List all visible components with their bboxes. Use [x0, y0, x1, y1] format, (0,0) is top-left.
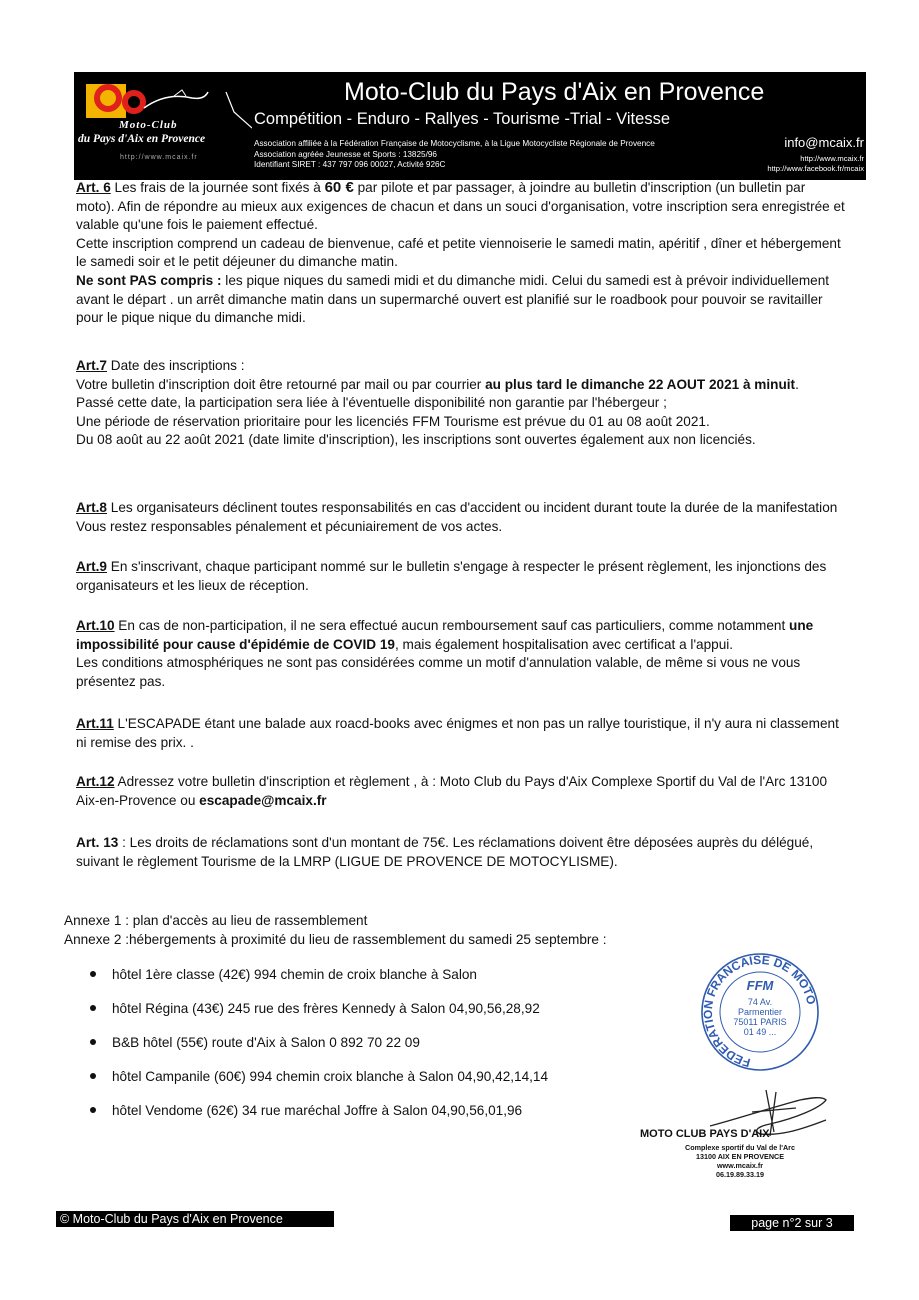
article-text: par pilote et par passager, à joindre au bulletin d'inscription (un bulletin par moto). Afin de répondre au mieux aux exigences de chacun et dans un souci d'organisation, votre inscription sera enregistrée et valable qu'une fois le paiement effectué.: [76, 180, 845, 233]
assoc-line-3: Identifiant SIRET : 437 797 096 00027, Activité 926C: [254, 160, 446, 169]
signature-name: MOTO CLUB PAYS D'AIX: [640, 1128, 770, 1140]
article-9: [76, 558, 846, 595]
hotel-text: hôtel 1ère classe (42€) 994 chemin de croix blanche à Salon: [112, 967, 477, 982]
facebook-link[interactable]: http://www.facebook.fr/mcaix: [767, 163, 864, 173]
hotel-text: hôtel Vendome (62€) 34 rue maréchal Joffre à Salon 04,90,56,01,96: [112, 1103, 523, 1118]
stamp-line-1: 74 Av.: [747, 997, 773, 1007]
logo-url-text: http://www.mcaix.fr: [120, 154, 198, 161]
article-7: [76, 357, 846, 450]
letterhead: [74, 72, 866, 180]
association-info: [254, 139, 655, 171]
hotel-text: B&B hôtel (55€) route d'Aix à Salon 0 892 70 22 09: [112, 1035, 420, 1050]
article-text: Les frais de la journée sont fixés à: [110, 180, 325, 195]
annexe-2: Annexe 2 :hébergements à proximité du lieu de rassemblement du samedi 25 septembre :: [64, 931, 607, 947]
not-included-label: Ne sont PAS compris :: [76, 272, 222, 288]
annexe-1: Annexe 1 : plan d'accès au lieu de rassemblement: [64, 913, 368, 928]
escapade-email[interactable]: escapade@mcaix.fr: [199, 792, 327, 808]
article-text: Date des inscriptions :: [106, 358, 245, 373]
article-label: Art.8: [76, 500, 107, 515]
article-label: Art.7: [76, 358, 107, 373]
stamp-line-4: 01 49 ...: [743, 1027, 777, 1037]
page-number: page n°2 sur 3: [730, 1215, 854, 1231]
article-text: En s'inscrivant, chaque participant nommé sur le bulletin s'engage à respecter le présent règlement, les injonctions des organisateurs et les lieux de réception.: [76, 559, 827, 593]
signature-line-1: Complexe sportif du Val de l'Arc: [685, 1143, 795, 1152]
contact-email[interactable]: info@mcaix.fr: [784, 135, 864, 150]
article-label: Art.12: [76, 774, 115, 789]
article-text: , mais également hospitalisation avec certificat a l'appui.: [395, 636, 734, 652]
signature-block: [640, 1098, 830, 1188]
article-10: [76, 617, 846, 691]
bullet-icon: [90, 971, 96, 977]
article-text: En cas de non-participation, il ne sera effectué aucun remboursement sauf cas particuliers, comme notamment: [114, 618, 790, 633]
club-logo: [74, 72, 252, 162]
hotel-list: [90, 958, 610, 1128]
bullet-icon: [90, 1005, 96, 1011]
article-text: Une période de réservation prioritaire pour les licenciés FFM Tourisme est prévue du 01 au 08 août 2021.: [76, 413, 710, 429]
hotel-text: hôtel Régina (43€) 245 rue des frères Kennedy à Salon 04,90,56,28,92: [112, 1001, 540, 1016]
article-12: [76, 773, 846, 810]
assoc-line-1: Association affiliée à la Fédération Française de Motocyclisme, à la Ligue Motocycliste Régionale de Provence: [254, 139, 655, 148]
annexes: [64, 912, 834, 949]
article-label: Art.11: [76, 716, 114, 731]
article-11: [76, 715, 846, 752]
bullet-icon: [90, 1107, 96, 1113]
article-text: Cette inscription comprend un cadeau de bienvenue, café et petite viennoiserie le samedi matin, apéritif , dîner et hébergement le samedi soir et le petit déjeuner du dimanche matin.: [76, 235, 841, 270]
article-text: Les organisateurs déclinent toutes responsabilités en cas d'accident ou incident durant toute la durée de la manifestation Vous restez responsables pénalement et pécuniairement de vos actes.: [76, 500, 838, 534]
hotel-text: hôtel Campanile (60€) 994 chemin croix blanche à Salon 04,90,42,14,14: [112, 1069, 549, 1084]
bullet-icon: [90, 1039, 96, 1045]
article-13: [76, 834, 846, 871]
covid-text: une impossibilité pour cause d'épidémie de COVID 19: [76, 618, 814, 652]
article-text: Adressez votre bulletin d'inscription et règlement , à : Moto Club du Pays d'Aix Complexe Sportif du Val de l'Arc 13100 Aix-en-Provence ou: [76, 774, 828, 808]
article-label: Art.10: [76, 618, 115, 633]
article-label: Art. 6: [76, 180, 111, 195]
article-label: Art.9: [76, 559, 107, 574]
stamp-line-2: Parmentier: [737, 1007, 783, 1017]
article-8: [76, 499, 846, 536]
list-item: [90, 1026, 610, 1060]
website-link[interactable]: http://www.mcaix.fr: [800, 154, 864, 163]
article-text: Du 08 août au 22 août 2021 (date limite d'inscription), les inscriptions sont ouvertes également aux non licenciés.: [76, 432, 756, 448]
article-6: [76, 179, 846, 328]
article-text: les pique niques du samedi midi et du dimanche midi. Celui du samedi est à prévoir individuellement avant le départ . un arrêt dimanche matin dans un supermarché ouvert est planifié sur le roadbook pour pouvoir se ravitailler pour le pique nique du dimanche midi.: [76, 272, 830, 326]
ffm-stamp: [694, 950, 826, 1072]
article-text: .: [795, 376, 799, 392]
logo-club-text: Moto-Club: [119, 119, 178, 131]
article-text: Votre bulletin d'inscription doit être retourné par mail ou par courrier: [76, 376, 486, 392]
signature-line-2: 13100 AIX EN PROVENCE: [695, 1152, 784, 1161]
fee-amount: 60 €: [324, 179, 354, 196]
bullet-icon: [90, 1073, 96, 1079]
list-item: [90, 1094, 610, 1128]
club-title: Moto-Club du Pays d'Aix en Provence: [344, 78, 765, 106]
article-label: Art. 13: [76, 835, 119, 850]
list-item: [90, 1060, 610, 1094]
signature-line-3: www.mcaix.fr: [716, 1161, 764, 1170]
stamp-line-3: 75011 PARIS: [733, 1017, 787, 1027]
web-links: [767, 154, 864, 173]
stamp-ffm: FFM: [746, 978, 774, 993]
list-item: [90, 958, 610, 992]
stamp-ring-text: FEDERATION FRANCAISE DE MOTO: [700, 952, 819, 1070]
article-text: Les conditions atmosphériques ne sont pas considérées comme un motif d'annulation valable, de même si vous ne vous présentez pas.: [76, 655, 801, 689]
article-text: L'ESCAPADE étant une balade aux roacd-books avec énigmes et non pas un rallye touristique, il n'y aura ni classement ni remise des prix. .: [76, 716, 839, 750]
signature-line-4: 06.19.89.33.19: [716, 1170, 764, 1179]
list-item: [90, 992, 610, 1026]
article-text: Passé cette date, la participation sera liée à l'éventuelle disponibilité non garantie par l'hébergeur ;: [76, 395, 667, 411]
footer-copyright: © Moto-Club du Pays d'Aix en Provence: [56, 1211, 334, 1227]
logo-pays-text: du Pays d'Aix en Provence: [78, 133, 206, 145]
club-subtitle: Compétition - Enduro - Rallyes - Tourisme -Trial - Vitesse: [254, 110, 670, 128]
article-text: : Les droits de réclamations sont d'un montant de 75€. Les réclamations doivent être déposées auprès du délégué, suivant le règlement Tourisme de la LMRP (LIGUE DE PROVENCE DE MOTOCYLISME).: [76, 835, 814, 869]
assoc-line-2: Association agréée Jeunesse et Sports : 13825/96: [254, 149, 437, 159]
deadline-text: au plus tard le dimanche 22 AOUT 2021 à minuit: [485, 376, 796, 392]
